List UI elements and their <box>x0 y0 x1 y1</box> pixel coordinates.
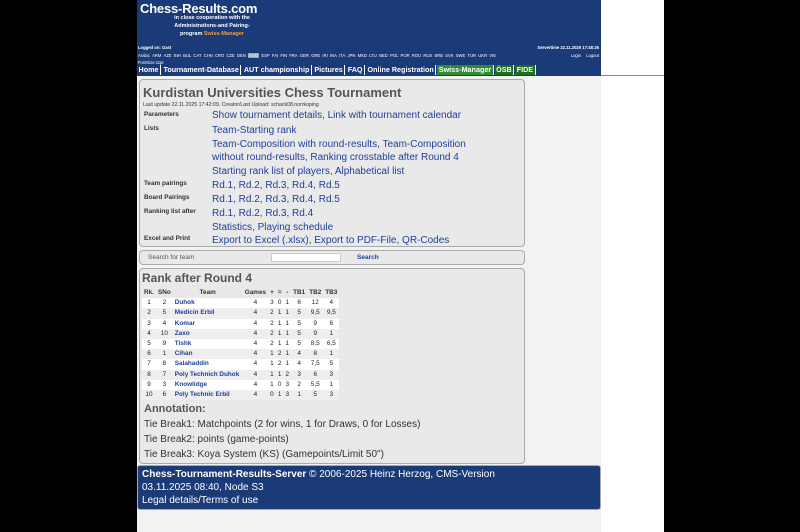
table-cell: 7 <box>142 359 156 369</box>
nav-online-registration[interactable]: Online Registration <box>366 65 436 75</box>
table-cell: 4 <box>243 380 268 390</box>
table-row <box>142 349 339 359</box>
table-row <box>142 370 339 380</box>
table-cell: 5 <box>323 359 339 369</box>
table-cell: 3 <box>142 319 156 329</box>
language-fra[interactable]: FRA <box>289 53 298 58</box>
language-mkd[interactable]: MKD <box>357 53 367 58</box>
column-header: TB1 <box>293 289 306 297</box>
footer-copyright: © 2006-2025 Heinz Herzog, CMS-Version <box>306 469 495 480</box>
table-cell: 9 <box>307 329 323 339</box>
table-cell: 1 <box>276 370 284 380</box>
language-vie[interactable]: VIE <box>489 53 497 58</box>
team-link[interactable]: Duhok <box>173 298 243 308</box>
table-cell: 7,5 <box>307 359 323 369</box>
main-navigation <box>137 65 601 76</box>
table-cell: 1 <box>268 370 276 380</box>
logo-subtitle-line3 <box>137 30 287 38</box>
table-cell: 1 <box>291 390 307 400</box>
table-cell: 0 <box>276 380 284 390</box>
language-srb[interactable]: SRB <box>434 53 443 58</box>
language-pol[interactable]: POL <box>389 53 399 58</box>
table-cell: 4 <box>243 329 268 339</box>
table-cell: 0 <box>268 390 276 400</box>
nav-pictures[interactable]: Pictures <box>313 65 345 75</box>
annotation-title: Annotation: <box>144 403 206 415</box>
tie-break-3: Tie Break3: Koya System (KS) (Gamepoints/Limit 50") <box>144 449 384 460</box>
search-input[interactable] <box>271 253 341 262</box>
table-header-row <box>142 288 339 298</box>
logo-subtitle-line1: in close cooperation with the <box>174 15 250 21</box>
table-cell: 9,5 <box>307 308 323 318</box>
column-header: Team <box>199 289 216 297</box>
table-cell: 4 <box>291 359 307 369</box>
ranking-table <box>142 288 339 400</box>
table-cell: 9 <box>156 339 173 349</box>
table-cell: 12 <box>307 298 323 308</box>
tournament-title: Kurdistan Universities Chess Tournament <box>143 85 402 100</box>
nav-faq[interactable]: FAQ <box>346 65 365 75</box>
board-pairings-links[interactable]: Rd.1, Rd.2, Rd.3, Rd.4, Rd.5 <box>212 194 340 205</box>
table-cell: 1 <box>276 319 284 329</box>
table-cell: 1 <box>284 359 292 369</box>
table-cell: 1 <box>156 349 173 359</box>
team-link[interactable]: Knowlidge <box>173 380 243 390</box>
column-header: Games <box>244 289 267 297</box>
table-cell: 7 <box>156 370 173 380</box>
login-link[interactable]: Login <box>570 53 582 58</box>
language-fin[interactable]: FIN <box>280 53 288 58</box>
table-cell: 5 <box>156 308 173 318</box>
table-cell: 4 <box>243 339 268 349</box>
language-arm[interactable]: ARM <box>152 53 162 58</box>
ranking-panel <box>139 268 525 464</box>
player-lists-links[interactable]: Starting rank list of players, Alphabetical list <box>212 166 405 177</box>
language-svk[interactable]: SVK <box>445 53 454 58</box>
table-cell: 1 <box>276 308 284 318</box>
table-cell: 1 <box>284 298 292 308</box>
language-ukr[interactable]: UKR <box>478 53 488 58</box>
table-cell: 3 <box>156 380 173 390</box>
table-cell: 1 <box>323 349 339 359</box>
table-cell: 2 <box>284 370 292 380</box>
parameters-links[interactable]: Show tournament details, Link with tournament calendar <box>212 110 462 121</box>
language-fai[interactable]: FAI <box>271 53 279 58</box>
logo-subtitle-line2: Administrations-and Pairing- <box>174 23 250 29</box>
table-cell: 4 <box>243 370 268 380</box>
column-header: + <box>270 289 274 297</box>
table-cell: 2 <box>276 359 284 369</box>
site-logo[interactable]: Chess-Results.com <box>140 1 258 16</box>
table-cell: 6 <box>156 390 173 400</box>
table-cell: 4 <box>142 329 156 339</box>
team-link[interactable]: Zaxo <box>173 329 243 339</box>
table-cell: 5 <box>142 339 156 349</box>
table-cell: 2 <box>156 298 173 308</box>
nav--sb[interactable]: ÖSB <box>495 65 515 75</box>
table-cell: 8 <box>307 349 323 359</box>
table-cell: 8 <box>156 359 173 369</box>
team-starting-rank-link[interactable]: Team-Starting rank <box>212 125 297 136</box>
table-cell: 1 <box>276 390 284 400</box>
column-header: TB3 <box>325 289 338 297</box>
language-cat[interactable]: CAT <box>193 53 202 58</box>
table-cell: 6 <box>323 319 339 329</box>
language-ita[interactable]: ITA <box>339 53 346 58</box>
table-row <box>142 308 339 318</box>
team-pairings-links[interactable]: Rd.1, Rd.2, Rd.3, Rd.4, Rd.5 <box>212 180 340 191</box>
search-label: Search for team <box>148 254 195 261</box>
table-cell: 1 <box>323 380 339 390</box>
table-cell: 9 <box>307 319 323 329</box>
language-cze[interactable]: CZE <box>226 53 235 58</box>
language-eng[interactable]: ENG <box>249 53 259 58</box>
team-link[interactable]: Poly Technic Erbil <box>173 390 243 400</box>
table-cell: 1 <box>268 380 276 390</box>
table-cell: 2 <box>268 329 276 339</box>
excel-print-label: Excel and Print <box>144 235 191 242</box>
board-pairings-label: Board Pairings <box>144 194 190 201</box>
table-cell: 6 <box>291 298 307 308</box>
table-cell: 2 <box>268 308 276 318</box>
nav-fide[interactable]: FIDE <box>515 65 535 75</box>
table-cell: 3 <box>291 370 307 380</box>
table-cell: 9 <box>142 380 156 390</box>
statistics-links[interactable]: Statistics, Playing schedule <box>212 222 334 233</box>
language-gre[interactable]: GRE <box>311 53 321 58</box>
table-cell: 5 <box>307 390 323 400</box>
table-cell: 8,5 <box>307 339 323 349</box>
table-row <box>142 319 339 329</box>
table-cell: 4 <box>291 349 307 359</box>
table-cell: 1 <box>284 339 292 349</box>
logo-program-text: program <box>180 31 203 37</box>
legal-link[interactable]: Legal details/Terms of use <box>142 495 259 506</box>
tie-break-1: Tie Break1: Matchpoints (2 for wins, 1 for Draws, 0 for Losses) <box>144 419 421 430</box>
right-margin <box>601 0 664 532</box>
table-cell: 4 <box>243 349 268 359</box>
table-cell: 10 <box>142 390 156 400</box>
export-links[interactable]: Export to Excel (.xlsx), Export to PDF-File, QR-Codes <box>212 235 450 246</box>
table-cell: 4 <box>243 298 268 308</box>
table-cell: 2 <box>142 308 156 318</box>
swiss-manager-brand[interactable]: Swiss-Manager <box>203 31 244 37</box>
table-cell: 1 <box>268 349 276 359</box>
table-cell: 1 <box>268 359 276 369</box>
team-pairings-label: Team pairings <box>144 180 187 187</box>
table-cell: 4 <box>243 319 268 329</box>
table-cell: 1 <box>276 339 284 349</box>
language-por[interactable]: POR <box>400 53 410 58</box>
language-swe[interactable]: SWE <box>455 53 466 58</box>
team-link[interactable]: Cihan <box>173 349 243 359</box>
table-cell: 1 <box>276 329 284 339</box>
table-row <box>142 298 339 308</box>
divider <box>601 75 664 76</box>
team-link[interactable]: Poly Technich Duhok <box>173 370 243 380</box>
table-cell: 1 <box>284 319 292 329</box>
team-link[interactable]: Salahaddin <box>173 359 243 369</box>
table-cell: 4 <box>243 390 268 400</box>
language-selector <box>138 53 498 58</box>
footer-server-name: Chess-Tournament-Results-Server <box>142 469 307 480</box>
table-cell: 3 <box>268 298 276 308</box>
site-header <box>137 0 601 44</box>
crosstable-links[interactable]: without round-results, Ranking crosstable after Round 4 <box>212 152 459 163</box>
language-arabic[interactable]: Arabic <box>138 53 150 58</box>
search-button[interactable]: Search <box>357 254 379 261</box>
site-footer <box>137 465 601 510</box>
language-cro[interactable]: CRO <box>214 53 225 58</box>
parameters-label: Parameters <box>144 111 179 118</box>
table-cell: 8 <box>142 370 156 380</box>
table-cell: 6 <box>142 349 156 359</box>
ranking-title: Rank after Round 4 <box>142 271 253 285</box>
table-cell: 1 <box>284 329 292 339</box>
table-cell: 5 <box>291 319 307 329</box>
nav-swiss-manager[interactable]: Swiss-Manager <box>437 65 493 75</box>
team-link[interactable]: Komar <box>173 319 243 329</box>
tie-break-2: Tie Break2: points (game-points) <box>144 434 289 445</box>
table-cell: 2 <box>268 319 276 329</box>
table-cell: 5,5 <box>307 380 323 390</box>
table-cell: 1 <box>284 349 292 359</box>
table-cell: 6,5 <box>323 339 339 349</box>
team-link[interactable]: Medicin Erbil <box>173 308 243 318</box>
language-ned[interactable]: NED <box>378 53 388 58</box>
language-rus[interactable]: RUS <box>423 53 433 58</box>
nav-home[interactable]: Home <box>137 65 161 75</box>
logged-on-status: Logged on: Gast <box>138 45 172 50</box>
table-cell: 4 <box>243 359 268 369</box>
footer-version: 03.11.2025 08:40, Node S3 <box>142 482 264 493</box>
nav-tournament-database[interactable]: Tournament-Database <box>162 65 241 75</box>
column-header: SNo <box>157 289 171 297</box>
table-row <box>142 359 339 369</box>
column-header: Rk. <box>144 289 154 297</box>
team-link[interactable]: Tishk <box>173 339 243 349</box>
language-aze[interactable]: AZE <box>163 53 172 58</box>
language-jpn[interactable]: JPN <box>347 53 356 58</box>
column-header: TB2 <box>309 289 322 297</box>
language-bih[interactable]: BIH <box>173 53 181 58</box>
table-cell: 6 <box>307 370 323 380</box>
top-info-bar <box>137 44 601 66</box>
table-row <box>142 390 339 400</box>
tournament-info-panel <box>139 79 525 247</box>
column-header: = <box>277 289 282 297</box>
table-cell: 2 <box>291 380 307 390</box>
language-ger[interactable]: GER <box>299 53 309 58</box>
language-tur[interactable]: TUR <box>467 53 477 58</box>
table-cell: 5 <box>291 308 307 318</box>
footer-line-1 <box>142 468 596 481</box>
table-cell: 3 <box>323 390 339 400</box>
language-esp[interactable]: ESP <box>261 53 270 58</box>
table-row <box>142 380 339 390</box>
table-cell: 1 <box>142 298 156 308</box>
table-cell: 5 <box>291 329 307 339</box>
language-iri[interactable]: IRI <box>322 53 328 58</box>
last-update: Last update 22.11.2025 17:42:09, Creator/Last Upload: schack08.norrkoping <box>143 102 319 108</box>
table-cell: 1 <box>323 329 339 339</box>
language-rou[interactable]: ROU <box>411 53 422 58</box>
table-cell: 4 <box>156 319 173 329</box>
logout-link[interactable]: Logout <box>586 53 599 58</box>
language-bul[interactable]: BUL <box>183 53 192 58</box>
ranking-list-label: Ranking list after <box>144 208 196 215</box>
lists-label: Lists <box>144 125 159 132</box>
ranking-list-links[interactable]: Rd.1, Rd.2, Rd.3, Rd.4 <box>212 208 314 219</box>
table-cell: 5 <box>291 339 307 349</box>
table-cell: 3 <box>284 380 292 390</box>
table-cell: 4 <box>323 298 339 308</box>
language-ina[interactable]: INA <box>329 53 337 58</box>
table-cell: 3 <box>284 390 292 400</box>
table-cell: 0 <box>276 298 284 308</box>
table-cell: 3 <box>323 370 339 380</box>
nav-aut-championship[interactable]: AUT championship <box>242 65 312 75</box>
table-cell: 1 <box>284 308 292 318</box>
table-cell: 2 <box>268 339 276 349</box>
auth-links <box>567 53 599 58</box>
language-den[interactable]: DEN <box>237 53 246 58</box>
font-size-setting[interactable]: FontSize:11pt <box>138 60 164 65</box>
language-chn[interactable]: CHN <box>203 53 213 58</box>
table-row <box>142 329 339 339</box>
table-cell: 10 <box>156 329 173 339</box>
table-cell: 2 <box>276 349 284 359</box>
server-time: Servertime 22.11.2025 17:48:26 <box>537 45 599 50</box>
table-cell: 9,5 <box>323 308 339 318</box>
logo-subtitle <box>137 14 287 38</box>
team-composition-links[interactable]: Team-Composition with round-results, Team-Composition <box>212 139 466 150</box>
language-ltu[interactable]: LTU <box>369 53 377 58</box>
column-header: - <box>286 289 289 297</box>
search-panel <box>139 250 525 265</box>
table-cell: 4 <box>243 308 268 318</box>
table-row <box>142 339 339 349</box>
